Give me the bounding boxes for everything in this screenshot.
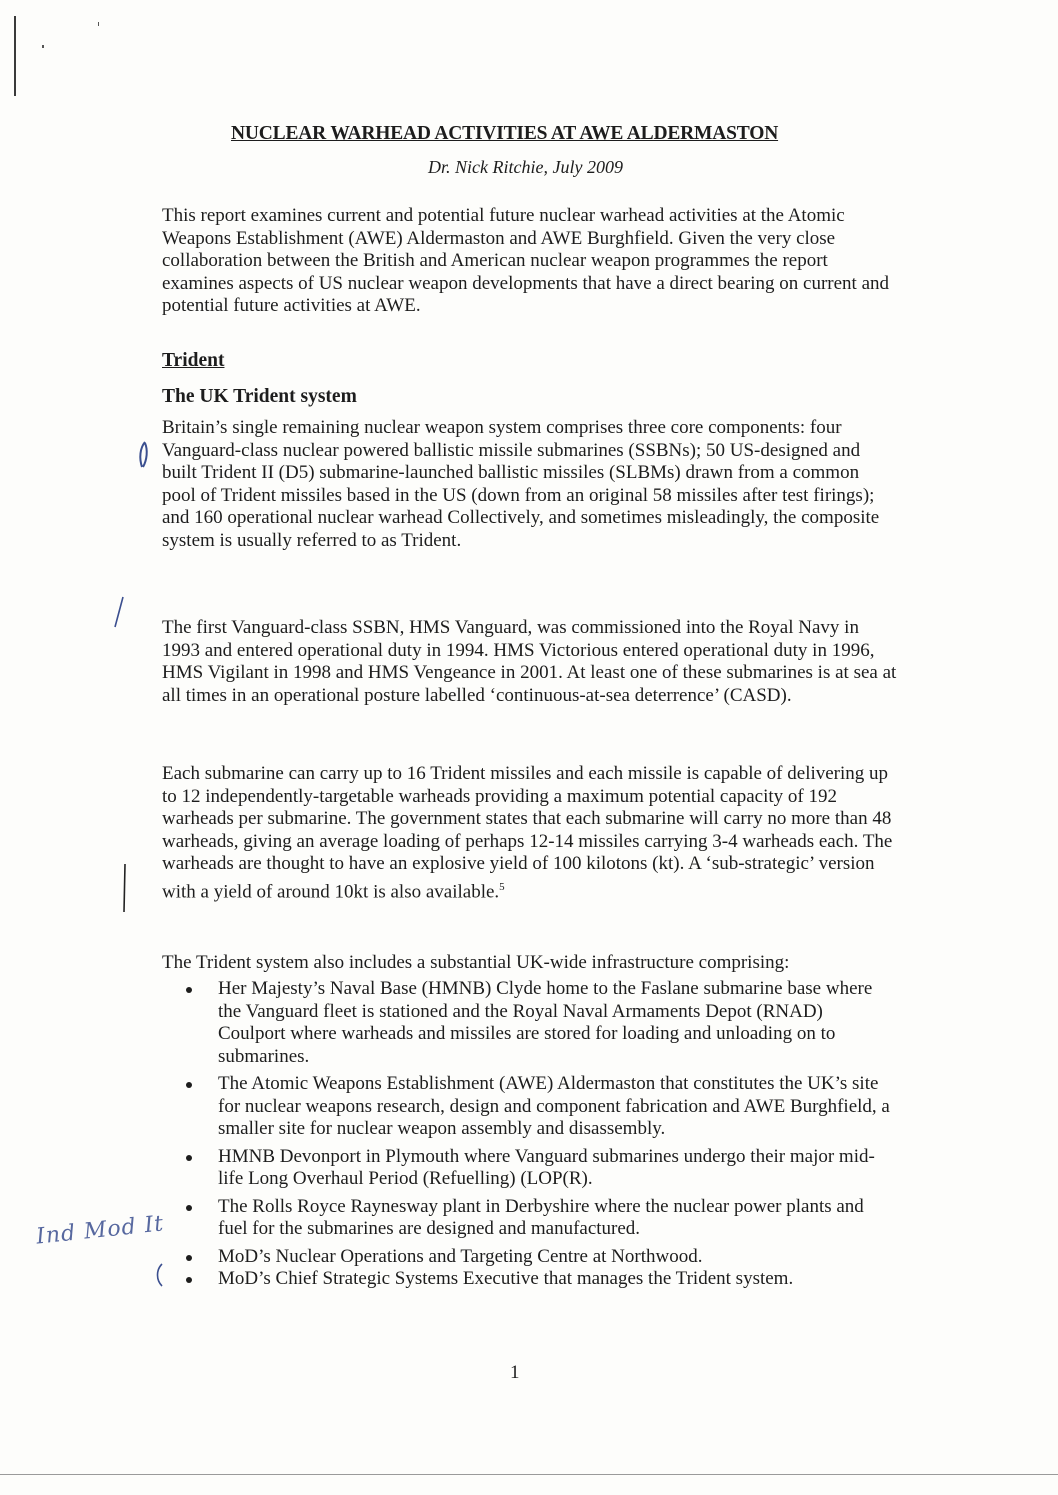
bullet-icon xyxy=(186,1255,192,1261)
paragraph-vanguard: The first Vanguard-class SSBN, HMS Vanguard, was commissioned into the Royal Navy in 1993 and entered operational duty in 1994. HMS Victorious entered operational duty in 1996, HMS Vigilant in 1998 and HMS Vengeance in 2001. At least one of these submarines is at sea at all times in an operational posture labelled ‘continuous-at-sea deterrence’ (CASD). xyxy=(162,617,897,706)
scan-margin-line xyxy=(14,16,16,96)
handwritten-note: Ind Mod It xyxy=(35,1211,166,1250)
footnote-reference: 5 xyxy=(499,880,505,893)
document-byline: Dr. Nick Ritchie, July 2009 xyxy=(428,157,623,177)
paragraph-infrastructure: The Trident system also includes a substantial UK-wide infrastructure comprising: xyxy=(162,952,790,973)
handwritten-paren-icon xyxy=(152,1262,166,1288)
list-item-text: The Atomic Weapons Establishment (AWE) Aldermaston that constitutes the UK’s site for nuclear weapons research, design and component fabrication and AWE Burghfield, a smaller site for nuclear weapon assembly and disassembly. xyxy=(218,1073,890,1139)
bullet-icon xyxy=(186,987,192,993)
paragraph-warheads-text: Each submarine can carry up to 16 Trident missiles and each missile is capable of delivering up to 12 independently-targetable warheads providing a maximum potential capacity of 192 warheads per submarine. The government states that each submarine will carry no more than 48 warheads, giving an average loading of perhaps 12-14 missiles carrying 3-4 warheads each. The warheads are thought to have an explosive yield of 100 kilotons (kt). A ‘sub-strategic’ version with a yield of around 10kt is also available. xyxy=(162,763,893,902)
list-item xyxy=(180,1146,890,1191)
handwritten-slash-icon xyxy=(112,595,126,629)
scan-speck xyxy=(42,45,44,48)
section-heading: Trident xyxy=(162,350,225,371)
subsection-heading: The UK Trident system xyxy=(162,386,357,407)
bullet-icon xyxy=(186,1082,192,1088)
list-item-text: HMNB Devonport in Plymouth where Vanguard submarines undergo their major mid-life Long Overhaul Period (Refuelling) (LOP(R). xyxy=(218,1145,875,1189)
list-item xyxy=(180,1268,890,1291)
list-item-text: MoD’s Nuclear Operations and Targeting Centre at Northwood. xyxy=(218,1245,703,1267)
bullet-icon xyxy=(186,1155,192,1161)
infrastructure-list xyxy=(180,978,890,1291)
handwritten-bar-icon xyxy=(120,862,130,914)
list-item xyxy=(180,1246,890,1269)
list-item-text: Her Majesty’s Naval Base (HMNB) Clyde home to the Faslane submarine base where the Vanguard fleet is stationed and the Royal Naval Armaments Depot (RNAD) Coulport where warheads and missiles are stored for loading and unloading on to submarines. xyxy=(218,978,873,1067)
document-title: NUCLEAR WARHEAD ACTIVITIES AT AWE ALDERMASTON xyxy=(231,123,779,144)
list-item-text: MoD’s Chief Strategic Systems Executive that manages the Trident system. xyxy=(218,1268,794,1289)
bullet-icon xyxy=(186,1205,192,1211)
list-item-text: The Rolls Royce Raynesway plant in Derbyshire where the nuclear power plants and fuel for the submarines are designed and manufactured. xyxy=(218,1195,864,1239)
list-item xyxy=(180,1196,890,1241)
scan-speck xyxy=(98,22,99,26)
paragraph-warheads xyxy=(162,763,897,903)
intro-paragraph: This report examines current and potential future nuclear warhead activities at the Atomic Weapons Establishment (AWE) Aldermaston and AWE Burghfield. Given the very close collaboration between the British and American nuclear weapon programmes the report examines aspects of US nuclear weapon developments that have a direct bearing on current and potential future activities at AWE. xyxy=(162,205,890,316)
bullet-icon xyxy=(186,1277,192,1283)
page-number: 1 xyxy=(510,1362,520,1383)
list-item xyxy=(180,978,890,1068)
paragraph-components: Britain’s single remaining nuclear weapon system comprises three core components: four Vanguard-class nuclear powered ballistic missile submarines (SSBNs); 50 US-designed and built Trident II (D5) submarine-launched ballistic missiles (SLBMs) drawn from a common pool of Trident missiles based in the US (down from an original 58 missiles after test firings); and 160 operational nuclear warhead Collectively, and sometimes misleadingly, the composite system is usually referred to as Trident. xyxy=(162,417,880,551)
handwritten-mark-icon xyxy=(136,440,152,470)
scan-bottom-line xyxy=(0,1474,1058,1475)
list-item xyxy=(180,1073,890,1141)
